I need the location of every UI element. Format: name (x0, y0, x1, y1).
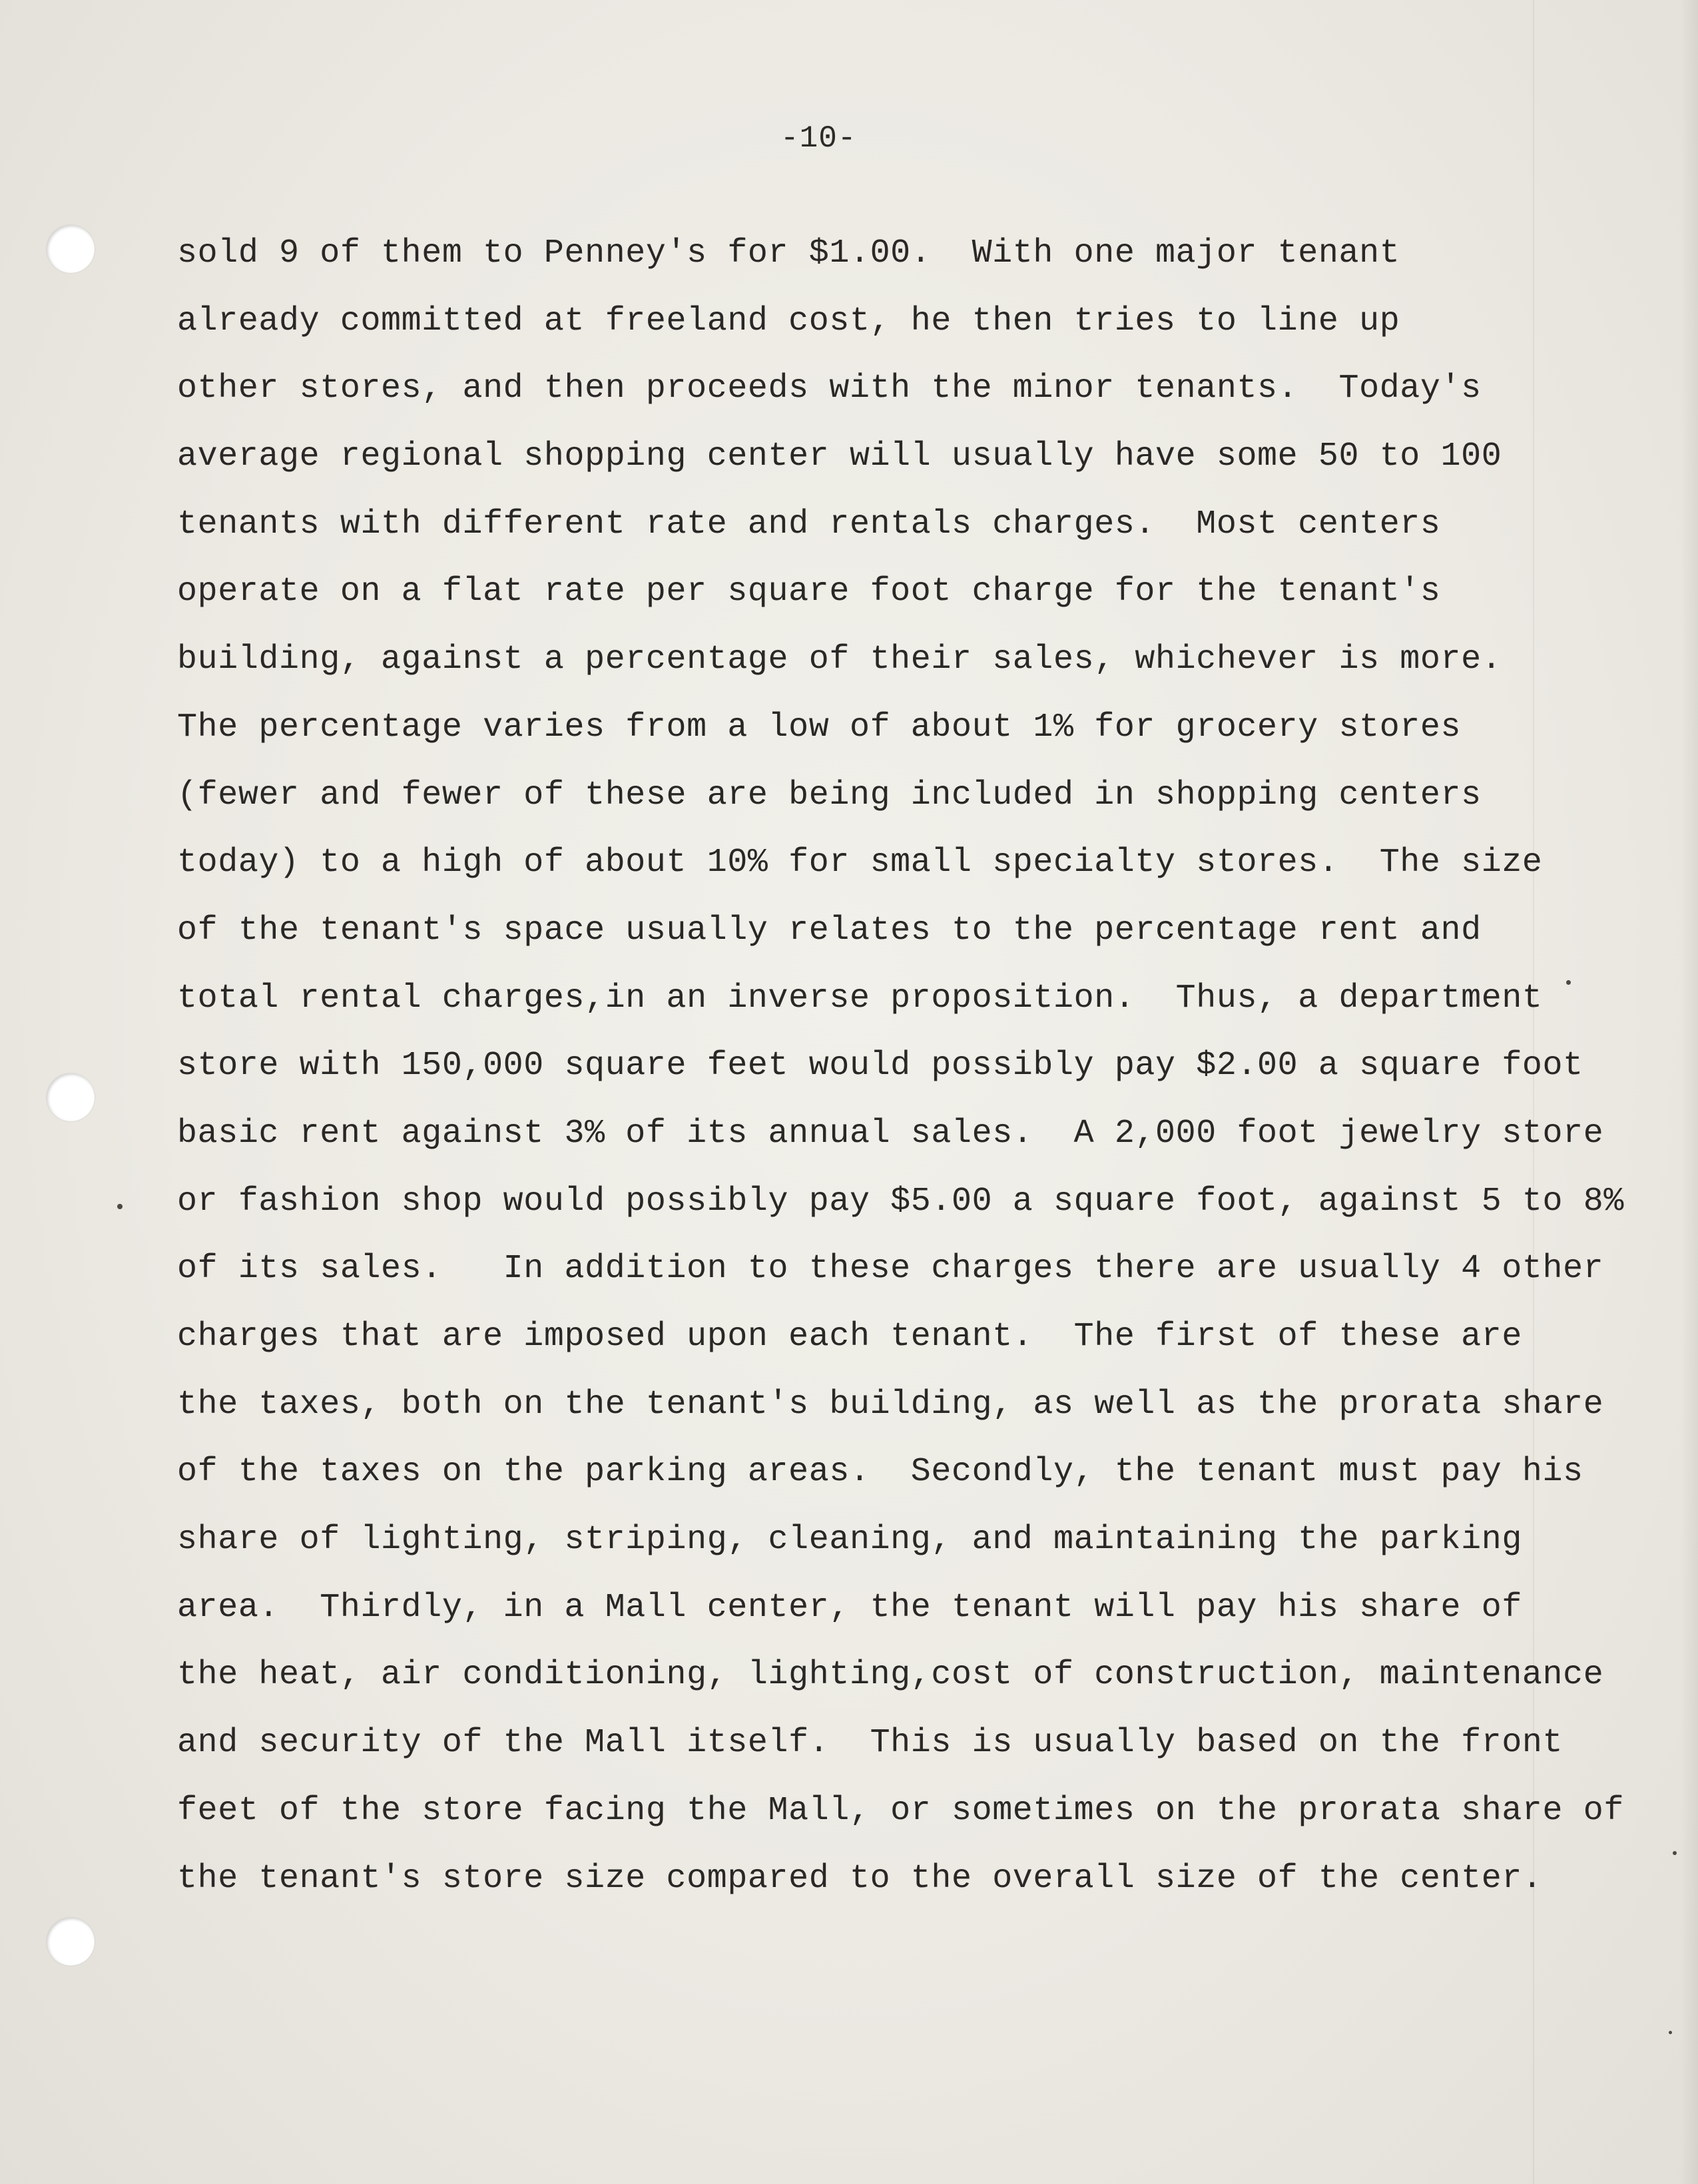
page-number: -10- (780, 121, 857, 156)
text-line: operate on a flat rate per square foot charge for the tenant's (177, 573, 1441, 611)
text-line: average regional shopping center will usually have some 50 to 100 (177, 437, 1502, 476)
text-line: other stores, and then proceeds with the minor tenants. Today's (177, 370, 1482, 408)
text-line: charges that are imposed upon each tenant. The first of these are (177, 1318, 1522, 1356)
text-line: the heat, air conditioning, lighting,cost of construction, maintenance (177, 1656, 1604, 1695)
text-line: share of lighting, striping, cleaning, and maintaining the parking (177, 1521, 1522, 1559)
text-line: store with 150,000 square feet would possibly pay $2.00 a square foot (177, 1047, 1583, 1085)
text-line: building, against a percentage of their sales, whichever is more. (177, 641, 1502, 679)
text-line: sold 9 of them to Penney's for $1.00. With one major tenant (177, 234, 1400, 272)
body-text (177, 220, 1629, 1912)
text-line: or fashion shop would possibly pay $5.00 a square foot, against 5 to 8% (177, 1182, 1624, 1221)
text-line: (fewer and fewer of these are being included in shopping centers (177, 776, 1482, 814)
text-line: already committed at freeland cost, he then tries to line up (177, 302, 1400, 340)
punch-hole-top (47, 225, 95, 273)
text-line: tenants with different rate and rentals charges. Most centers (177, 505, 1441, 543)
text-line: the taxes, both on the tenant's building, as well as the prorata share (177, 1385, 1604, 1424)
punch-hole-middle (47, 1073, 95, 1121)
punch-hole-bottom (47, 1918, 95, 1966)
paper-speck (1673, 1851, 1677, 1855)
text-line: of the taxes on the parking areas. Secondly, the tenant must pay his (177, 1453, 1583, 1492)
text-line: today) to a high of about 10% for small specialty stores. The size (177, 844, 1543, 882)
text-line: area. Thirdly, in a Mall center, the tenant will pay his share of (177, 1588, 1522, 1627)
text-line: basic rent against 3% of its annual sales. A 2,000 foot jewelry store (177, 1114, 1604, 1153)
text-line: total rental charges,in an inverse proposition. Thus, a department (177, 979, 1543, 1017)
page-edge-shadow (1681, 0, 1698, 2184)
paper-speck (117, 1204, 123, 1209)
text-line: and security of the Mall itself. This is usually based on the front (177, 1724, 1563, 1763)
paper-speck (1669, 2031, 1672, 2034)
text-line: feet of the store facing the Mall, or sometimes on the prorata share of (177, 1791, 1624, 1830)
text-line: of the tenant's space usually relates to the percentage rent and (177, 911, 1482, 950)
text-line: of its sales. In addition to these charges there are usually 4 other (177, 1250, 1604, 1288)
text-line: the tenant's store size compared to the overall size of the center. (177, 1859, 1543, 1898)
text-line: The percentage varies from a low of about 1% for grocery stores (177, 708, 1462, 746)
